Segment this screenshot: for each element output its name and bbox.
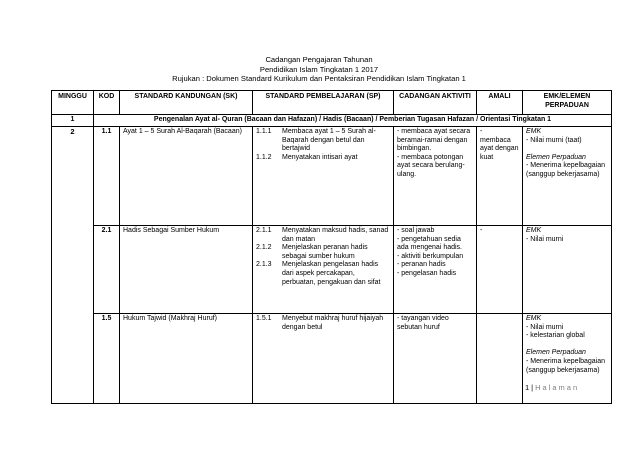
- amali-cell: [477, 314, 523, 404]
- col-header-sk: STANDARD KANDUNGAN (SK): [120, 91, 253, 115]
- perpaduan-heading: Elemen Perpaduan: [526, 349, 586, 357]
- emk-cell: [523, 226, 612, 314]
- sp-number: 2.1.3: [256, 261, 272, 269]
- header-reference: Rujukan : Dokumen Standard Kurikulum dan Pentaksiran Pendidikan Islam Tingkatan 1: [172, 74, 466, 84]
- footer-separator: |: [531, 383, 534, 392]
- sp-text: Menyebut makhraj huruf hijaiyah dengan betul: [282, 315, 384, 331]
- amali-cell: [477, 226, 523, 314]
- aktiviti-item: - peranan hadis: [397, 261, 446, 269]
- emk-item: - Nilai murni: [526, 235, 564, 243]
- kod-cell: 1.5: [94, 314, 120, 404]
- emk-heading: EMK: [526, 227, 542, 234]
- emk-item: - Nilai murni: [526, 323, 564, 331]
- amali-item: -: [480, 128, 483, 135]
- amali-cell: [477, 127, 523, 226]
- aktiviti-item: - membaca ayat secara beramai-ramai dengan bimbingan.: [397, 128, 471, 153]
- sp-text: Menyatakan maksud hadis, sanad dan matan: [282, 227, 389, 243]
- page-footer: [525, 383, 579, 392]
- document-header: [0, 55, 638, 84]
- aktiviti-item: - tayangan video sebutan huruf: [397, 315, 449, 331]
- week1-row: [52, 115, 612, 127]
- emk-item: - kelestarian global: [526, 332, 585, 340]
- col-header-kod: KOD: [94, 91, 120, 115]
- sp-number: 2.1.1: [256, 227, 272, 234]
- aktiviti-cell: [394, 226, 477, 314]
- emk-heading: EMK: [526, 128, 542, 135]
- kod-cell: 1.1: [94, 127, 120, 226]
- sp-number: 1.1.2: [256, 153, 272, 161]
- col-header-minggu: MINGGU: [52, 91, 94, 115]
- header-subtitle: Pendidikan Islam Tingkatan 1 2017: [259, 64, 379, 74]
- sp-text: Menjelaskan peranan hadis sebagai sumber hukum: [282, 244, 368, 260]
- aktiviti-cell: [394, 127, 477, 226]
- col-header-amali: AMALI: [477, 91, 523, 115]
- aktiviti-item: - pengelasan hadis: [397, 269, 457, 277]
- sp-text: Menyatakan intisari ayat: [282, 153, 358, 161]
- week1-description: Pengenalan Ayat al- Quran (Bacaan dan Hafazan) / Hadis (Bacaan) / Pemberian Tugasan Hafazan / Orientasi Tingkatan 1: [94, 115, 612, 127]
- page-number: 1: [525, 383, 530, 392]
- kod-cell: 2.1: [94, 226, 120, 314]
- col-header-aktiviti: CADANGAN AKTIVITI: [394, 91, 477, 115]
- aktiviti-item: - membaca potongan ayat secara berulang-ulang.: [397, 153, 465, 178]
- amali-item: -: [480, 227, 483, 234]
- week1-number: 1: [52, 115, 94, 127]
- table-row: [52, 127, 612, 226]
- sp-text: Menjelaskan pengelasan hadis dari aspek percakapan, perbuatan, pengakuan dan sifat: [282, 261, 381, 286]
- emk-cell: [523, 127, 612, 226]
- col-header-sp: STANDARD PEMBELAJARAN (SP): [253, 91, 394, 115]
- col-header-emk: EMK/ELEMEN PERPADUAN: [523, 91, 612, 115]
- emk-heading: EMK: [526, 315, 542, 322]
- sp-number: 1.1.1: [256, 128, 272, 135]
- emk-item: - Menerima kepelbagaian (sanggup bekerjasama): [526, 162, 605, 178]
- sp-text: Membaca ayat 1 – 5 Surah al- Baqarah dengan betul dan bertajwid: [282, 128, 376, 153]
- emk-item: - Nilai murni (taat): [526, 136, 582, 144]
- sk-cell: Ayat 1 – 5 Surah Al-Baqarah (Bacaan): [120, 127, 253, 226]
- aktiviti-item: - soal jawab: [397, 227, 435, 234]
- week2-number: 2: [52, 127, 94, 404]
- sp-cell: [253, 127, 394, 226]
- amali-item: membaca ayat dengan kuat: [480, 136, 519, 161]
- lesson-plan-table: [51, 90, 612, 404]
- sk-cell: Hadis Sebagai Sumber Hukum: [120, 226, 253, 314]
- page-label: Halaman: [535, 383, 580, 392]
- perpaduan-heading: Elemen Perpaduan: [526, 153, 586, 161]
- sp-cell: [253, 226, 394, 314]
- header-title: Cadangan Pengajaran Tahunan: [265, 55, 373, 64]
- aktiviti-cell: [394, 314, 477, 404]
- aktiviti-item: - aktiviti berkumpulan: [397, 252, 464, 260]
- sp-number: 1.5.1: [256, 315, 272, 322]
- emk-item: - Menerima kepelbagaian (sanggup bekerjasama): [526, 357, 605, 374]
- sp-cell: [253, 314, 394, 404]
- emk-spacer: [526, 145, 608, 154]
- sp-number: 2.1.2: [256, 244, 272, 252]
- sk-cell: Hukum Tajwid (Makhraj Huruf): [120, 314, 253, 404]
- emk-spacer: [526, 341, 608, 350]
- aktiviti-item: - pengetahuan sedia ada mengenai hadis.: [397, 235, 462, 252]
- table-header-row: [52, 91, 612, 115]
- table-row: [52, 226, 612, 314]
